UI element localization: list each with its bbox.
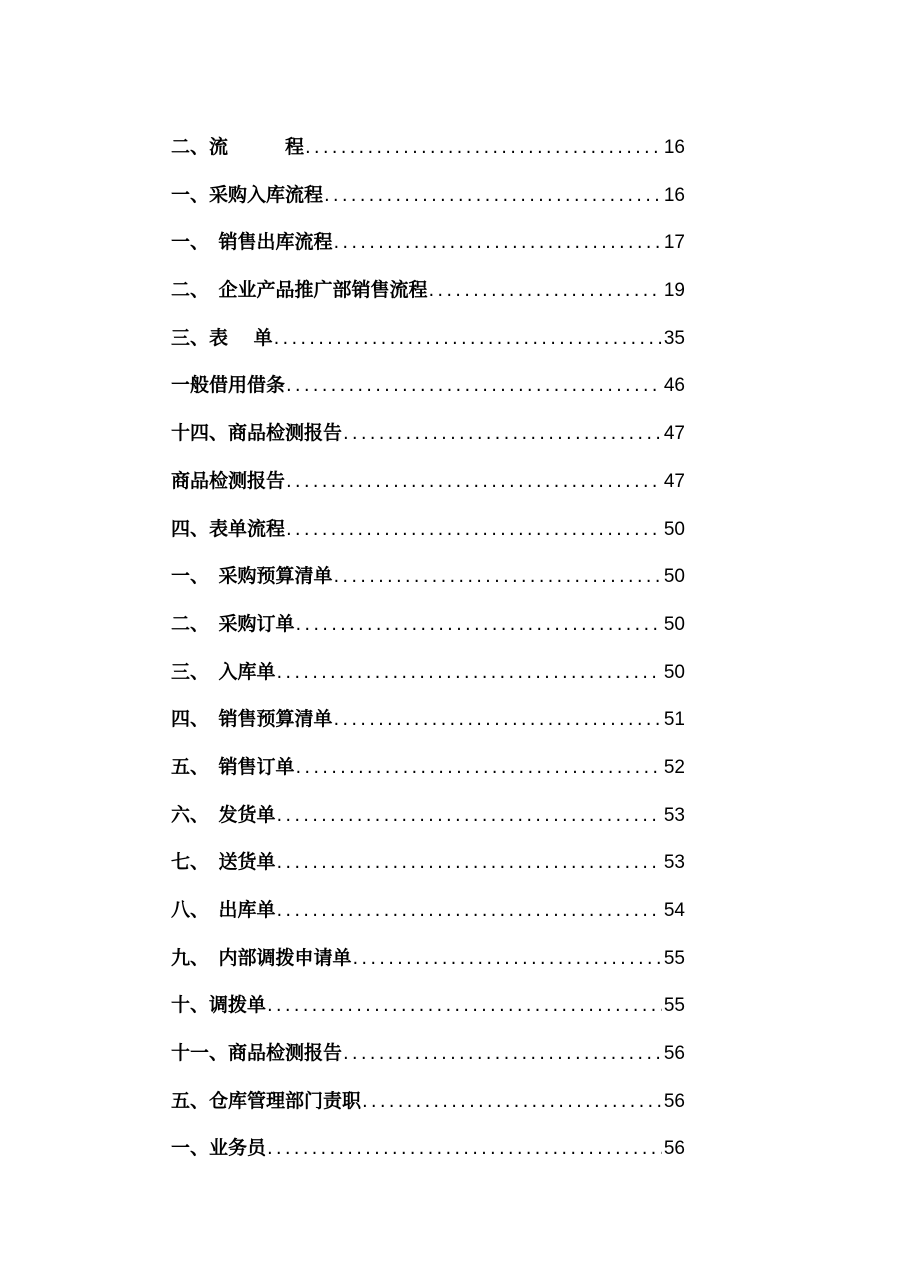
toc-entry-page: 54 <box>663 900 685 921</box>
toc-entry[interactable] <box>171 267 685 315</box>
toc-entry-page: 56 <box>663 1138 685 1160</box>
toc-entry[interactable] <box>171 1125 685 1173</box>
toc-entry-page: 50 <box>663 566 685 588</box>
toc-entry-page: 50 <box>663 661 685 683</box>
toc-entry-title: 二、流 程 <box>171 136 305 158</box>
toc-entry-page: 16 <box>663 184 685 206</box>
toc-entry-page: 47 <box>663 423 685 445</box>
toc-entry[interactable] <box>171 839 685 887</box>
toc-entry-title: 五、 销售订单 <box>171 755 295 778</box>
toc-entry-title: 一般借用借条 <box>171 374 286 397</box>
toc-entry[interactable] <box>171 553 685 601</box>
dot-leader <box>277 887 662 935</box>
dot-leader <box>353 935 662 983</box>
toc-entry-page: 50 <box>663 613 685 635</box>
toc-entry-page: 53 <box>663 804 685 826</box>
toc-entry-title: 十四、商品检测报告 <box>171 422 343 445</box>
toc-entry-title: 五、仓库管理部门责职 <box>171 1089 362 1112</box>
toc-entry-title: 一、 采购预算清单 <box>171 565 333 588</box>
toc-entry-title: 商品检测报告 <box>171 469 286 492</box>
toc-entry-page: 56 <box>663 1090 685 1112</box>
toc-entry[interactable] <box>171 696 685 744</box>
toc-entry[interactable] <box>171 172 685 220</box>
toc-entry-title: 三、 入库单 <box>171 660 276 683</box>
dot-leader <box>296 744 662 792</box>
toc-entry-title: 十一、商品检测报告 <box>171 1042 343 1065</box>
toc-entry-title: 四、 销售预算清单 <box>171 708 333 731</box>
dot-leader <box>324 172 662 220</box>
toc-entry-title: 二、 采购订单 <box>171 612 295 635</box>
toc-entry-title: 一、业务员 <box>171 1137 267 1160</box>
table-of-contents <box>171 124 685 1173</box>
dot-leader <box>334 553 662 601</box>
toc-entry-title: 三、表 单 <box>171 326 273 349</box>
toc-entry[interactable] <box>171 410 685 458</box>
dot-leader <box>267 982 662 1030</box>
toc-entry-title: 六、 发货单 <box>171 803 276 826</box>
toc-entry-page: 52 <box>663 756 685 778</box>
toc-entry-title: 四、表单流程 <box>171 517 286 540</box>
dot-leader <box>343 1030 662 1078</box>
dot-leader <box>305 124 662 172</box>
dot-leader <box>362 1078 662 1126</box>
toc-entry-title: 十、调拨单 <box>171 994 267 1017</box>
dot-leader <box>277 649 662 697</box>
toc-entry-page: 50 <box>663 518 685 540</box>
dot-leader <box>286 362 662 410</box>
toc-entry[interactable] <box>171 601 685 649</box>
toc-entry[interactable] <box>171 1030 685 1078</box>
toc-entry[interactable] <box>171 219 685 267</box>
dot-leader <box>334 696 662 744</box>
dot-leader <box>277 792 662 840</box>
toc-entry[interactable] <box>171 792 685 840</box>
toc-entry[interactable] <box>171 1078 685 1126</box>
toc-entry-page: 17 <box>663 232 685 254</box>
toc-entry[interactable] <box>171 649 685 697</box>
toc-entry-title: 八、 出库单 <box>171 899 276 921</box>
dot-leader <box>286 458 662 506</box>
dot-leader <box>343 410 662 458</box>
dot-leader <box>277 839 662 887</box>
dot-leader <box>334 219 662 267</box>
toc-entry-page: 19 <box>663 280 685 302</box>
toc-entry-page: 51 <box>663 709 685 731</box>
toc-entry[interactable] <box>171 124 685 172</box>
toc-entry-page: 53 <box>663 852 685 874</box>
dot-leader <box>296 601 662 649</box>
dot-leader <box>267 1125 662 1173</box>
toc-entry-page: 46 <box>663 375 685 397</box>
toc-entry[interactable] <box>171 506 685 554</box>
toc-entry-title: 七、 送货单 <box>171 851 276 874</box>
toc-entry-title: 二、 企业产品推广部销售流程 <box>171 279 428 302</box>
toc-entry-page: 16 <box>663 137 685 158</box>
toc-entry-page: 35 <box>663 327 685 349</box>
toc-entry[interactable] <box>171 744 685 792</box>
toc-entry-page: 56 <box>663 1043 685 1065</box>
dot-leader <box>429 267 662 315</box>
toc-entry[interactable] <box>171 887 685 935</box>
toc-entry-title: 一、采购入库流程 <box>171 183 324 206</box>
dot-leader <box>274 315 662 363</box>
toc-entry[interactable] <box>171 315 685 363</box>
dot-leader <box>286 506 662 554</box>
toc-entry[interactable] <box>171 362 685 410</box>
toc-entry[interactable] <box>171 982 685 1030</box>
toc-entry-page: 47 <box>663 470 685 492</box>
toc-entry-title: 一、 销售出库流程 <box>171 231 333 254</box>
toc-entry-title: 九、 内部调拨申请单 <box>171 946 352 969</box>
toc-entry-page: 55 <box>663 947 685 969</box>
toc-entry[interactable] <box>171 458 685 506</box>
toc-entry[interactable] <box>171 935 685 983</box>
toc-entry-page: 55 <box>663 995 685 1017</box>
